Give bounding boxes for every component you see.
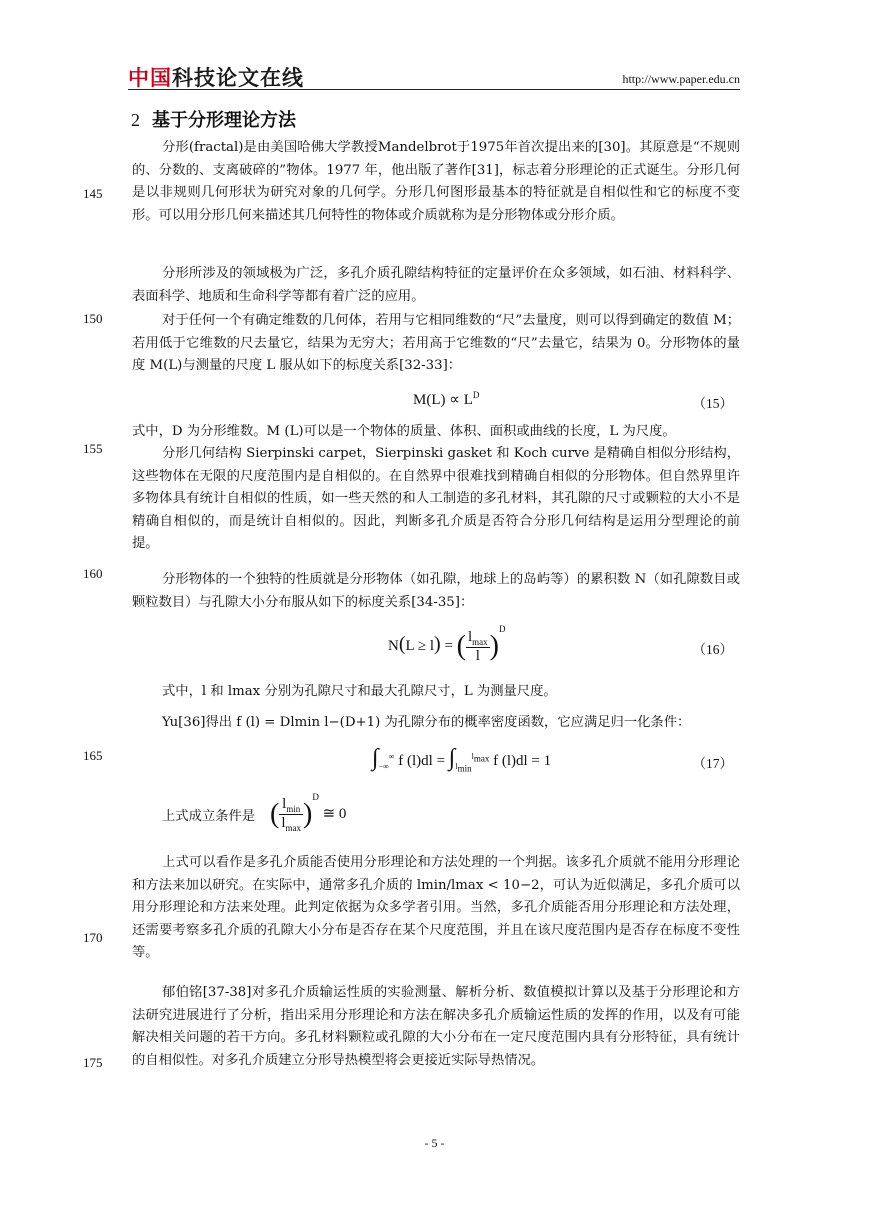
paragraph-1: 分形(fractal)是由美国哈佛大学教授Mandelbrot于1975年首次提出来的[30]。其原意是“不规则的、分数的、支离破碎的”物体。1977 年，他出版了著作[31]，标志着分形理论的正式诞生。分形几何是以非规则几何形状为研究对象的几何学。分形几何图形最基本的特征就是自相似性和它的标度不变形。可以用分形几何来描述其几何特性的物体或介质就称为是分形物体或分形介质。 xyxy=(132,140,740,223)
condition-equation: ( $\frac{l_{min}}{l_{max}}$ )$^D$ ≅ 0 xyxy=(270,792,347,834)
equation-16-number: （16） xyxy=(692,642,733,657)
header-rule xyxy=(128,89,740,90)
paragraph-5: 分形几何结构 Sierpinski carpet，Sierpinski gasket 和 Koch curve 是精确自相似分形结构，这些物体在无限的尺度范围内是自相似的。在自然界中很难找到精确自相似的分形物体。但自然界里许多物体具有统计自相似的性质，如一些天然的和人工制造的多孔材料，其孔隙的尺寸或颗粒的大小不是精确自相似的，而是统计自相似的。因此，判断多孔介质是否符合分形几何结构是运用分型理论的前提。 xyxy=(132,446,740,551)
line-number: 160 xyxy=(83,566,103,581)
line-number: 155 xyxy=(83,441,103,456)
page-number: - 5 - xyxy=(424,1136,445,1150)
equation-16: N(L ≥ l) = ( $\frac{l_{max}}{l}$ )$^D$ xyxy=(388,624,506,664)
paragraph-8: Yu[36]得出 f (l) = Dlmin l−(D+1) 为孔隙分布的概率密度函数，它应满足归一化条件： xyxy=(162,715,691,730)
paragraph-7: 式中，l 和 lmax 分别为孔隙尺寸和最大孔隙尺寸，L 为测量尺度。 xyxy=(162,684,557,699)
paragraph-9: 上式成立条件是 xyxy=(162,809,256,824)
equation-15: $M(L) \propto L^D$ xyxy=(413,390,480,408)
section-number: 2 xyxy=(131,110,140,130)
section-title: 基于分形理论方法 xyxy=(152,110,296,131)
line-number: 175 xyxy=(83,1055,103,1070)
line-number: 150 xyxy=(83,311,103,326)
equation-15-number: （15） xyxy=(692,396,733,411)
page-header xyxy=(128,62,740,90)
equation-17: $\int_{-\infty}^\infty$ f $(l)dl = \int_{l_{min}}^{l_{max}}$ f (l)dl = 1 xyxy=(372,745,552,774)
equation-17-number: （17） xyxy=(692,756,733,771)
logo-black-text: 科技论文在线 xyxy=(172,66,304,90)
section-heading xyxy=(131,106,296,132)
paragraph-2: 分形所涉及的领域极为广泛，多孔介质孔隙结构特征的定量评价在众多领域，如石油、材料科学、表面科学、地质和生命科学等都有着广泛的应用。 xyxy=(132,266,740,304)
paragraph-3: 对于任何一个有确定维数的几何体，若用与它相同维数的“尺”去量度，则可以得到确定的数值 M；若用低于它维数的尺去量它，结果为无穷大；若用高于它维数的“尺”去量它，结果为 0。分形物体的量度 M(L)与测量的尺度 L 服从如下的标度关系[32-33]： xyxy=(132,313,740,373)
paragraph-10: 上式可以看作是多孔介质能否使用分形理论和方法处理的一个判据。该多孔介质就不能用分形理论和方法来加以研究。在实际中，通常多孔介质的 lmin/lmax < 10−2，可认为近似满足，多孔介质可以用分形理论和方法来处理。此判定依据为众多学者引用。当然，多孔介质能否用分形理论和方法处理，还需要考察多孔介质的孔隙大小分布是否存在某个尺度范围，并且在该尺度范围内是否存在标度不变性等。 xyxy=(132,855,740,960)
line-number: 165 xyxy=(83,748,103,763)
line-number: 145 xyxy=(83,186,103,201)
logo-red-text: 中国 xyxy=(128,66,172,90)
paragraph-4: 式中，D 为分形维数。M (L)可以是一个物体的质量、体积、面积或曲线的长度，L 为尺度。 xyxy=(132,424,676,439)
paragraph-11: 郁伯铭[37-38]对多孔介质输运性质的实验测量、解析分析、数值模拟计算以及基于分形理论和方法研究进展进行了分析，指出采用分形理论和方法在解决多孔介质输运性质的发挥的作用，以及有可能解决相关问题的若干方向。多孔材料颗粒或孔隙的大小分布在一定尺度范围内具有分形特征，具有统计的自相似性。对多孔介质建立分形导热模型将会更接近实际导热情况。 xyxy=(132,985,740,1068)
header-url[interactable]: http://www.paper.edu.cn xyxy=(622,72,740,86)
paragraph-6: 分形物体的一个独特的性质就是分形物体（如孔隙，地球上的岛屿等）的累积数 N（如孔隙数目或颗粒数目）与孔隙大小分布服从如下的标度关系[34-35]： xyxy=(132,572,740,610)
line-number: 170 xyxy=(83,930,103,945)
journal-logo xyxy=(128,62,304,92)
